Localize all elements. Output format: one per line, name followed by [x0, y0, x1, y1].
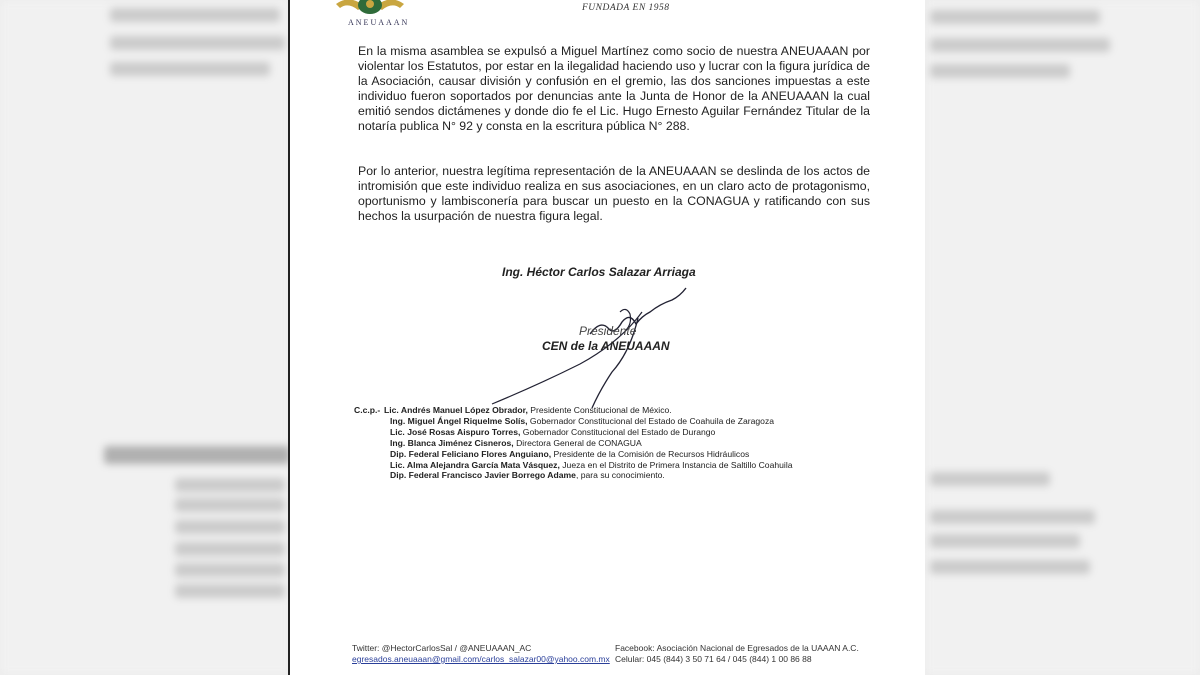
footer-phone: Celular: 045 (844) 3 50 71 64 / 045 (844) 1 00 86 88: [615, 654, 812, 664]
list-item: Dip. Federal Feliciano Flores Anguiano, Presidente de la Comisión de Recursos Hidráulicos: [390, 448, 750, 459]
blurred-background-left: [0, 0, 290, 675]
blurred-background-right: [925, 0, 1200, 675]
ccp-label: C.c.p.-: [354, 405, 381, 415]
signer-name: Ing. Héctor Carlos Salazar Arriaga: [502, 265, 696, 279]
letter-page: [288, 0, 925, 675]
list-item: C.c.p.- Lic. Andrés Manuel López Obrador, Presidente Constitucional de México.: [354, 405, 672, 415]
list-item: Lic. Alma Alejandra García Mata Vásquez, Jueza en el Distrito de Primera Instancia de Saltillo Coahuila: [390, 459, 793, 470]
list-item: Dip. Federal Francisco Javier Borrego Adame, para su conocimiento.: [390, 470, 665, 481]
carbon-copy-list: [354, 405, 914, 481]
logo-lettering: ANEUAAAN: [348, 18, 410, 27]
body-paragraph-2: Por lo anterior, nuestra legítima representación de la ANEUAAAN se deslinda de los actos de intromisión que este individuo realiza en sus asociaciones, en un claro acto de protagonismo, oportunismo y lambisconería para buscar un puesto en la CONAGUA y ratificando con sus hechos la usurpación de nuestra figura legal.: [358, 164, 870, 223]
footer-contact-left: [352, 643, 610, 665]
signer-organization: CEN de la ANEUAAAN: [542, 339, 670, 353]
footer-email-link[interactable]: egresados.aneuaaan@gmail.com/carlos_salazar00@yahoo.com.mx: [352, 654, 610, 664]
footer-twitter: Twitter: @HectorCarlosSal / @ANEUAAAN_AC: [352, 643, 532, 653]
body-paragraph-1: En la misma asamblea se expulsó a Miguel Martínez como socio de nuestra ANEUAAAN por violentar los Estatutos, por estar en la ilegalidad haciendo uso y lucrar con la figura jurídica de la Asociación, causar división y confusión en el gremio, las dos sanciones impuestas a este individuo fueron soportados por denuncias ante la Junta de Honor de la ANEUAAAN la cual emitió sendos dictámenes y donde dio fe el Lic. Hugo Ernesto Aguilar Fernández Titular de la notaría publica N° 92 y consta en la escritura pública N° 288.: [358, 44, 870, 133]
founded-caption: FUNDADA EN 1958: [582, 3, 670, 13]
footer-contact-right: [615, 643, 859, 665]
list-item: Lic. José Rosas Aispuro Torres, Gobernador Constitucional del Estado de Durango: [390, 426, 716, 437]
list-item: Ing. Miguel Ángel Riquelme Solís, Gobernador Constitucional del Estado de Coahuila de Zaragoza: [390, 415, 775, 426]
footer-facebook: Facebook: Asociación Nacional de Egresados de la UAAAN A.C.: [615, 643, 859, 653]
list-item: Ing. Blanca Jiménez Cisneros, Directora General de CONAGUA: [390, 437, 642, 448]
signer-role: Presidente: [579, 324, 637, 338]
